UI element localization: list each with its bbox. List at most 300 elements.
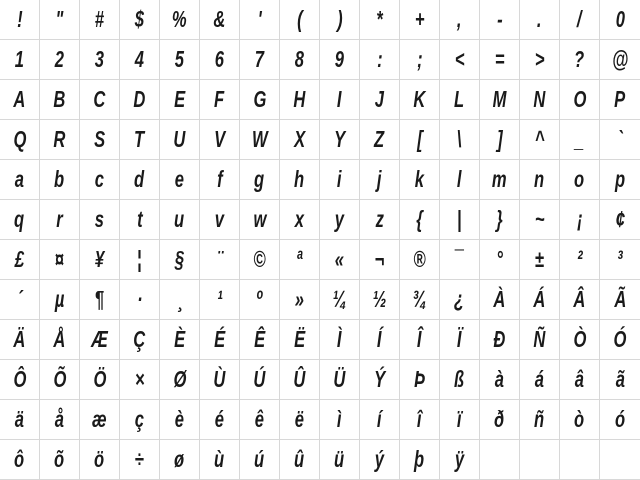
glyph-character: Å [53,326,66,352]
glyph-cell[interactable] [320,40,360,80]
glyph-character: Ú [253,366,266,392]
glyph-cell[interactable] [360,0,400,40]
glyph-cell[interactable] [600,80,640,120]
glyph-cell[interactable] [240,360,280,400]
glyph-character: D [133,86,146,112]
glyph-cell[interactable] [560,80,600,120]
glyph-character: » [294,286,305,312]
glyph-character: È [173,326,186,352]
glyph-character: É [213,326,226,352]
glyph-cell[interactable] [240,440,280,480]
glyph-cell[interactable] [560,360,600,400]
glyph-character: j [377,166,382,192]
glyph-cell[interactable] [520,440,560,480]
glyph-cell[interactable] [280,320,320,360]
glyph-character: ¹ [216,286,223,312]
glyph-cell[interactable] [160,400,200,440]
glyph-cell[interactable] [280,0,320,40]
glyph-cell[interactable] [560,440,600,480]
glyph-cell[interactable] [360,240,400,280]
glyph-cell[interactable] [80,400,120,440]
glyph-cell[interactable] [320,280,360,320]
glyph-cell[interactable] [160,240,200,280]
glyph-cell[interactable] [80,80,120,120]
glyph-character: ! [16,6,23,32]
glyph-character: t [136,206,143,232]
glyph-cell[interactable] [480,240,520,280]
glyph-cell[interactable] [120,0,160,40]
glyph-cell[interactable] [40,240,80,280]
glyph-cell[interactable] [160,360,200,400]
glyph-cell[interactable] [520,40,560,80]
glyph-cell[interactable] [480,0,520,40]
glyph-character: « [334,246,345,272]
glyph-character: s [94,206,105,232]
glyph-cell[interactable] [240,400,280,440]
glyph-cell[interactable] [280,120,320,160]
glyph-character: Î [417,326,422,352]
glyph-cell[interactable] [440,360,480,400]
glyph-cell[interactable] [480,80,520,120]
glyph-cell[interactable] [0,440,40,480]
glyph-cell[interactable] [600,0,640,40]
glyph-cell[interactable] [240,40,280,80]
glyph-cell[interactable] [0,400,40,440]
glyph-cell[interactable] [320,120,360,160]
glyph-character: ¸ [176,286,183,312]
glyph-character: ° [496,246,503,272]
glyph-cell[interactable] [40,400,80,440]
glyph-cell[interactable] [280,200,320,240]
glyph-cell[interactable] [40,320,80,360]
glyph-cell[interactable] [600,360,640,400]
glyph-cell[interactable] [120,280,160,320]
glyph-character: ¡ [576,206,583,232]
glyph-cell[interactable] [80,240,120,280]
glyph-cell[interactable] [280,280,320,320]
glyph-cell[interactable] [80,160,120,200]
glyph-character: ô [14,446,25,472]
glyph-cell[interactable] [520,280,560,320]
glyph-cell[interactable] [600,160,640,200]
glyph-character: w [253,206,266,232]
glyph-cell[interactable] [400,40,440,80]
glyph-cell[interactable] [320,240,360,280]
glyph-character: ñ [534,406,545,432]
glyph-cell[interactable] [240,120,280,160]
glyph-cell[interactable] [40,160,80,200]
glyph-character: Ó [613,326,627,352]
glyph-character: â [574,366,585,392]
glyph-cell[interactable] [560,200,600,240]
glyph-character: h [294,166,305,192]
glyph-character: Õ [53,366,66,392]
glyph-character: ð [494,406,505,432]
glyph-cell[interactable] [280,360,320,400]
glyph-character: ^ [534,126,545,152]
glyph-character: m [492,166,507,192]
glyph-cell[interactable] [200,400,240,440]
glyph-character: Ù [213,366,226,392]
glyph-character: © [253,246,266,272]
glyph-cell[interactable] [200,320,240,360]
glyph-cell[interactable] [0,280,40,320]
glyph-character: á [534,366,545,392]
glyph-cell[interactable] [320,160,360,200]
glyph-character: ' [257,6,262,32]
glyph-character: Ì [337,326,342,352]
glyph-cell[interactable] [520,240,560,280]
glyph-cell[interactable] [200,0,240,40]
glyph-cell[interactable] [440,80,480,120]
glyph-cell[interactable] [360,440,400,480]
glyph-cell[interactable] [480,320,520,360]
glyph-character: S [93,126,106,152]
glyph-cell[interactable] [200,240,240,280]
glyph-cell[interactable] [240,160,280,200]
glyph-character: { [416,206,423,232]
glyph-cell[interactable] [360,200,400,240]
glyph-cell[interactable] [40,440,80,480]
glyph-cell[interactable] [40,120,80,160]
glyph-cell[interactable] [480,40,520,80]
glyph-character: Á [533,286,546,312]
glyph-character: Ç [133,326,146,352]
glyph-cell[interactable] [240,80,280,120]
glyph-character: ê [254,406,265,432]
glyph-cell[interactable] [40,360,80,400]
glyph-character: Ã [614,286,626,312]
glyph-character: ¢ [615,206,625,232]
glyph-character: ù [214,446,225,472]
glyph-cell[interactable] [520,160,560,200]
glyph-cell[interactable] [200,280,240,320]
glyph-character: ú [254,446,265,472]
glyph-character: c [94,166,105,192]
glyph-character: O [573,86,586,112]
glyph-cell[interactable] [320,80,360,120]
glyph-character: Y [333,126,346,152]
glyph-cell[interactable] [0,320,40,360]
glyph-cell[interactable] [480,200,520,240]
glyph-character: ÿ [454,446,465,472]
glyph-cell[interactable] [560,120,600,160]
glyph-cell[interactable] [120,120,160,160]
glyph-cell[interactable] [160,200,200,240]
glyph-character: Ê [253,326,266,352]
glyph-cell[interactable] [600,280,640,320]
glyph-cell[interactable] [440,320,480,360]
glyph-character: I [337,86,342,112]
glyph-character: û [294,446,305,472]
glyph-character: K [413,86,426,112]
glyph-cell[interactable] [280,400,320,440]
glyph-character: 3 [94,46,105,72]
glyph-character: ¨ [216,246,223,272]
glyph-cell[interactable] [480,400,520,440]
glyph-character: 6 [214,46,225,72]
glyph-cell[interactable] [600,40,640,80]
glyph-cell[interactable] [120,240,160,280]
glyph-character: ¶ [94,286,105,312]
glyph-cell[interactable] [160,120,200,160]
glyph-cell[interactable] [320,440,360,480]
glyph-cell[interactable] [200,440,240,480]
glyph-character: J [374,86,385,112]
glyph-character: ã [615,366,625,392]
glyph-cell[interactable] [80,200,120,240]
glyph-cell[interactable] [200,120,240,160]
glyph-cell[interactable] [480,160,520,200]
glyph-cell[interactable] [80,0,120,40]
glyph-cell[interactable] [0,200,40,240]
glyph-character: × [134,366,145,392]
glyph-cell[interactable] [400,0,440,40]
glyph-cell[interactable] [280,160,320,200]
glyph-character: í [377,406,382,432]
glyph-character: î [417,406,422,432]
glyph-cell[interactable] [240,320,280,360]
glyph-cell[interactable] [440,400,480,440]
glyph-character: ý [374,446,385,472]
glyph-cell[interactable] [120,80,160,120]
glyph-character: E [173,86,186,112]
glyph-character: À [493,286,506,312]
glyph-cell[interactable] [520,320,560,360]
glyph-cell[interactable] [320,360,360,400]
glyph-cell[interactable] [440,160,480,200]
glyph-cell[interactable] [280,40,320,80]
glyph-cell[interactable] [360,160,400,200]
glyph-cell[interactable] [240,280,280,320]
glyph-cell[interactable] [400,160,440,200]
glyph-cell[interactable] [560,40,600,80]
glyph-cell[interactable] [520,360,560,400]
glyph-cell[interactable] [0,240,40,280]
glyph-cell[interactable] [400,240,440,280]
glyph-cell[interactable] [280,80,320,120]
glyph-cell[interactable] [40,80,80,120]
glyph-cell[interactable] [320,200,360,240]
glyph-character: ó [614,406,626,432]
glyph-cell[interactable] [440,280,480,320]
glyph-character: x [294,206,305,232]
glyph-cell[interactable] [440,440,480,480]
glyph-character: Ï [457,326,462,352]
glyph-cell[interactable] [0,160,40,200]
glyph-cell[interactable] [80,320,120,360]
glyph-cell[interactable] [160,440,200,480]
glyph-cell[interactable] [200,160,240,200]
glyph-character: ) [336,6,343,32]
glyph-character: } [496,206,503,232]
glyph-cell[interactable] [320,0,360,40]
glyph-cell[interactable] [360,280,400,320]
glyph-cell[interactable] [400,400,440,440]
glyph-character: W [251,126,268,152]
glyph-character: C [93,86,106,112]
glyph-cell[interactable] [480,440,520,480]
glyph-cell[interactable] [0,120,40,160]
glyph-cell[interactable] [560,160,600,200]
glyph-cell[interactable] [40,40,80,80]
glyph-cell[interactable] [0,360,40,400]
glyph-character: R [53,126,66,152]
glyph-cell[interactable] [520,120,560,160]
glyph-character: f [216,166,223,192]
glyph-cell[interactable] [360,360,400,400]
glyph-character: $ [134,6,145,32]
glyph-character: y [334,206,345,232]
glyph-cell[interactable] [80,360,120,400]
glyph-cell[interactable] [560,280,600,320]
glyph-cell[interactable] [160,80,200,120]
glyph-character: å [54,406,65,432]
glyph-cell[interactable] [440,120,480,160]
glyph-character: ® [413,246,426,272]
glyph-cell[interactable] [40,0,80,40]
glyph-character: G [253,86,266,112]
glyph-cell[interactable] [240,200,280,240]
glyph-character: Â [573,286,586,312]
glyph-character: F [214,86,225,112]
glyph-cell[interactable] [160,40,200,80]
glyph-character: ¥ [94,246,105,272]
glyph-cell[interactable] [600,320,640,360]
glyph-character: * [376,6,383,32]
glyph-cell[interactable] [80,120,120,160]
glyph-cell[interactable] [80,280,120,320]
glyph-cell[interactable] [480,280,520,320]
glyph-cell[interactable] [400,280,440,320]
glyph-cell[interactable] [520,0,560,40]
glyph-cell[interactable] [200,80,240,120]
glyph-cell[interactable] [600,240,640,280]
glyph-cell[interactable] [520,400,560,440]
glyph-character: ì [337,406,342,432]
glyph-cell[interactable] [600,120,640,160]
glyph-character: @ [611,46,629,72]
glyph-cell[interactable] [120,200,160,240]
glyph-cell[interactable] [120,320,160,360]
glyph-cell[interactable] [320,400,360,440]
glyph-cell[interactable] [360,120,400,160]
glyph-cell[interactable] [560,320,600,360]
glyph-character: Í [377,326,382,352]
glyph-cell[interactable] [440,240,480,280]
glyph-cell[interactable] [400,80,440,120]
glyph-cell[interactable] [80,40,120,80]
glyph-character: ¬ [374,246,385,272]
glyph-character: P [614,86,626,112]
glyph-character: æ [92,406,107,432]
glyph-character: ¿ [454,286,465,312]
glyph-cell[interactable] [560,400,600,440]
glyph-character: # [94,6,105,32]
glyph-character: B [53,86,66,112]
glyph-character: > [534,46,545,72]
glyph-character: Ä [13,326,26,352]
glyph-cell[interactable] [120,400,160,440]
glyph-character: + [414,6,425,32]
glyph-character: 0 [615,6,625,32]
glyph-cell[interactable] [240,0,280,40]
glyph-character: ± [534,246,545,272]
glyph-cell[interactable] [480,360,520,400]
glyph-character: 1 [14,46,25,72]
glyph-cell[interactable] [480,120,520,160]
glyph-cell[interactable] [400,360,440,400]
glyph-cell[interactable] [560,0,600,40]
glyph-cell[interactable] [240,240,280,280]
glyph-cell[interactable] [120,40,160,80]
glyph-character: º [256,286,263,312]
glyph-cell[interactable] [280,440,320,480]
glyph-cell[interactable] [400,320,440,360]
glyph-character: X [293,126,306,152]
glyph-cell[interactable] [400,120,440,160]
glyph-cell[interactable] [0,80,40,120]
glyph-cell[interactable] [160,0,200,40]
glyph-character: ¤ [54,246,65,272]
glyph-cell[interactable] [520,200,560,240]
glyph-character: ª [296,246,303,272]
glyph-cell[interactable] [440,200,480,240]
glyph-character: Ü [333,366,346,392]
glyph-cell[interactable] [200,40,240,80]
glyph-character: < [454,46,465,72]
glyph-cell[interactable] [160,320,200,360]
glyph-cell[interactable] [600,440,640,480]
glyph-cell[interactable] [520,80,560,120]
glyph-cell[interactable] [80,440,120,480]
glyph-cell[interactable] [120,440,160,480]
glyph-cell[interactable] [40,200,80,240]
glyph-cell[interactable] [200,360,240,400]
glyph-cell[interactable] [360,80,400,120]
glyph-cell[interactable] [400,200,440,240]
glyph-cell[interactable] [160,280,200,320]
glyph-cell[interactable] [360,400,400,440]
glyph-cell[interactable] [120,160,160,200]
glyph-character: ½ [372,286,387,312]
glyph-cell[interactable] [360,40,400,80]
glyph-cell[interactable] [320,320,360,360]
glyph-cell[interactable] [0,40,40,80]
glyph-character: " [55,6,64,32]
glyph-cell[interactable] [280,240,320,280]
glyph-cell[interactable] [560,240,600,280]
glyph-character: ö [94,446,105,472]
glyph-character: ü [334,446,345,472]
glyph-cell[interactable] [600,400,640,440]
glyph-cell[interactable] [0,0,40,40]
glyph-cell[interactable] [400,440,440,480]
glyph-character: Ò [573,326,586,352]
glyph-character: % [172,6,187,32]
glyph-cell[interactable] [360,320,400,360]
glyph-cell[interactable] [440,0,480,40]
glyph-cell[interactable] [160,160,200,200]
glyph-cell[interactable] [120,360,160,400]
glyph-character: ¾ [412,286,427,312]
glyph-cell[interactable] [40,280,80,320]
glyph-character: µ [54,286,65,312]
glyph-cell[interactable] [440,40,480,80]
glyph-character: é [214,406,225,432]
glyph-cell[interactable] [200,200,240,240]
glyph-cell[interactable] [600,200,640,240]
